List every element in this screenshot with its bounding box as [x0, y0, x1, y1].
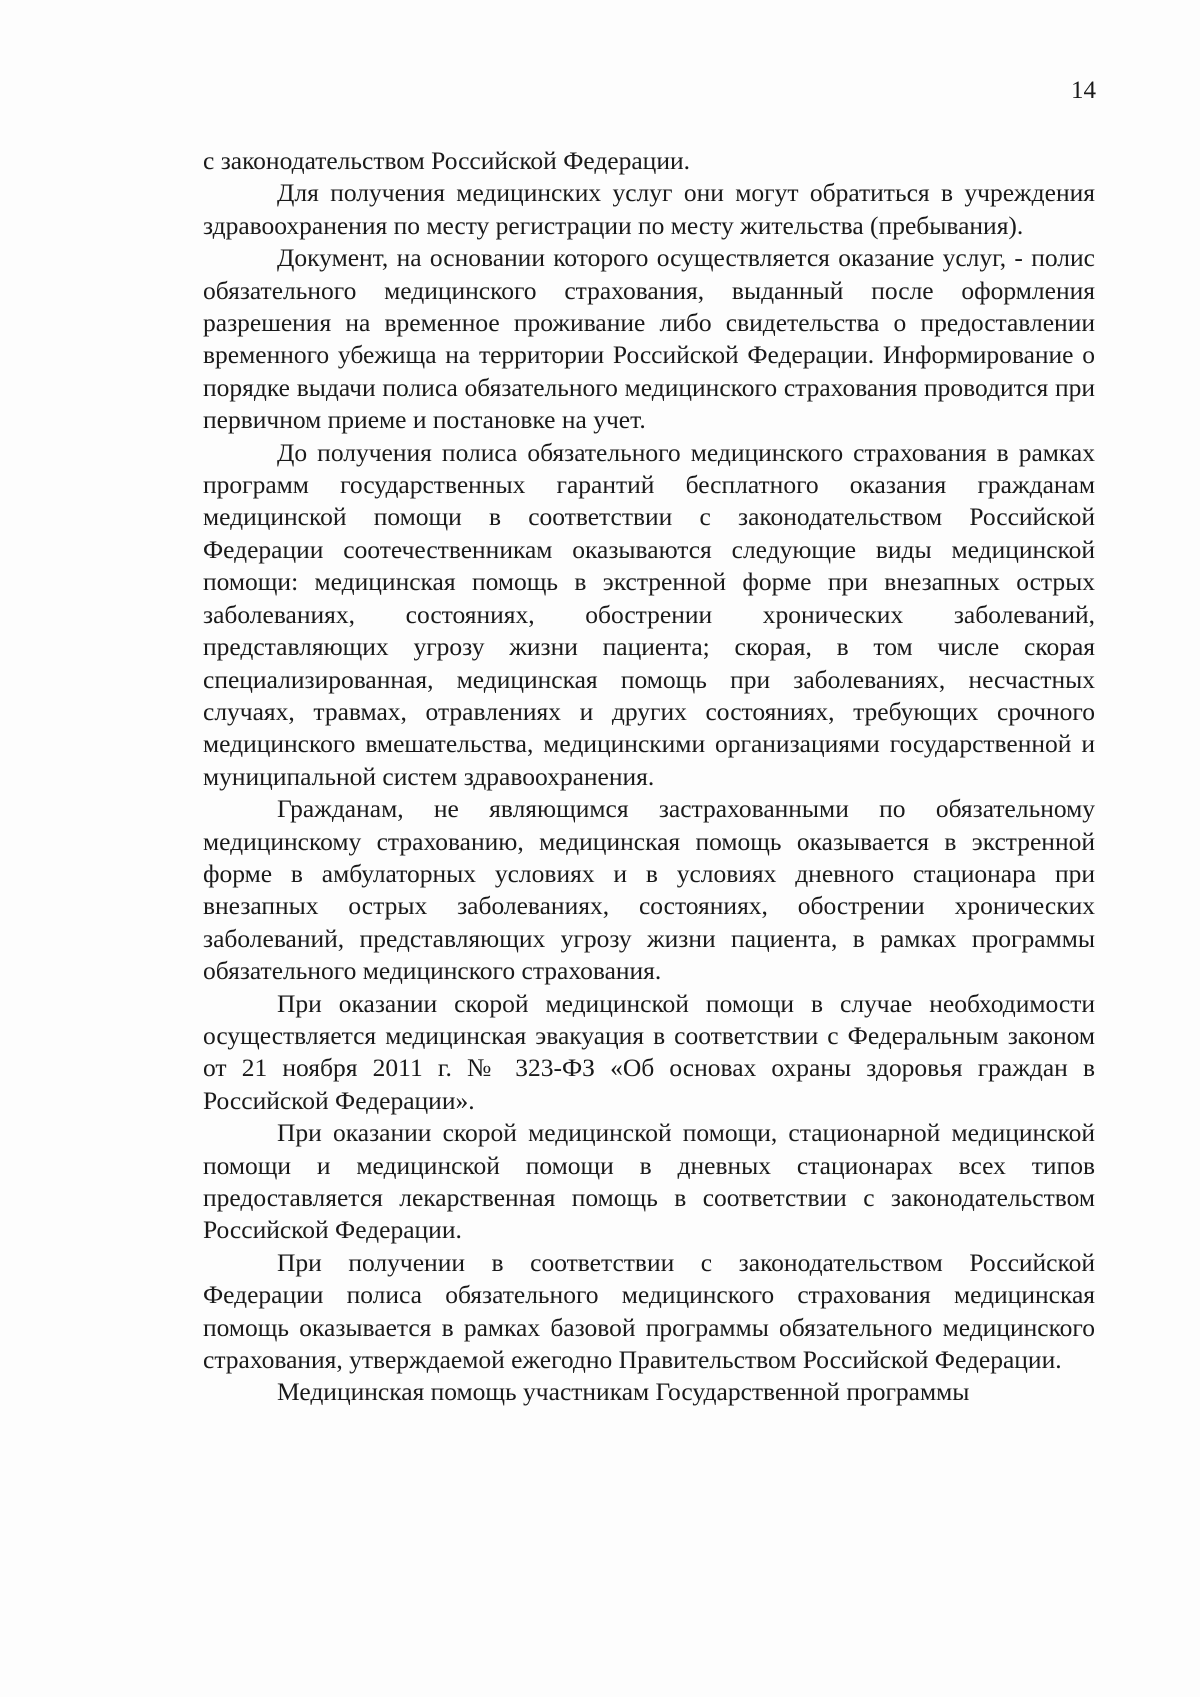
paragraph-registration: Для получения медицинских услуг они могут обратиться в учреждения здравоохранения по месту регистрации по месту жительства (пребывания).: [203, 178, 1095, 240]
paragraph-uninsured-citizens: Гражданам, не являющимся застрахованными по обязательному медицинскому страхованию, медицинская помощь оказывается в экстренной форме в амбулаторных условиях и в условиях дневного стационара при внезапных острых заболеваниях, состояниях, обострении хронических заболеваний, представляющих угрозу жизни пациента, в рамках программы обязательного медицинского страхования.: [203, 794, 1095, 986]
document-body: [203, 145, 1095, 1409]
paragraph-medical-evacuation: При оказании скорой медицинской помощи в случае необходимости осуществляется медицинская эвакуация в соответствии с Федеральным законом от 21 ноября 2011 г. № 323-ФЗ «Об основах охраны здоровья граждан в Российской Федерации».: [203, 988, 1095, 1115]
paragraph-basic-program: При получении в соответствии с законодательством Российской Федерации полиса обязательного медицинского страхования медицинская помощь оказывается в рамках базовой программы обязательного медицинского страхования, утверждаемой ежегодно Правительством Российской Федерации.: [203, 1247, 1095, 1375]
paragraph-drug-assistance: При оказании скорой медицинской помощи, стационарной медицинской помощи и медицинской помощи в дневных стационарах всех типов предоставляется лекарственная помощь в соответствии с законодательством Российской Федерации.: [203, 1118, 1095, 1245]
paragraph-insurance-document: Документ, на основании которого осуществляется оказание услуг, - полис обязательного медицинского страхования, выданный после оформления разрешения на временное проживание либо свидетельства о предоставлении временного убежища на территории Российской Федерации. Информирование о порядке выдачи полиса обязательного медицинского страхования проводится при первичном приеме и постановке на учет.: [203, 243, 1095, 435]
paragraph-before-policy: До получения полиса обязательного медицинского страхования в рамках программ государственных гарантий бесплатного оказания гражданам медицинской помощи в соответствии с законодательством Российской Федерации соотечественникам оказываются следующие виды медицинской помощи: медицинская помощь в экстренной форме при внезапных острых заболеваниях, состояниях, обострении хронических заболеваний, представляющих угрозу жизни пациента; скорая, в том числе скорая специализированная, медицинская помощь при заболеваниях, несчастных случаях, травмах, отравлениях и других состояниях, требующих срочного медицинского вмешательства, медицинскими организациями государственной и муниципальной систем здравоохранения.: [203, 437, 1095, 791]
page-number: 14: [1071, 77, 1096, 104]
paragraph-continuation: с законодательством Российской Федерации.: [203, 146, 690, 175]
paragraph-program-participants: Медицинская помощь участникам Государственной программы: [277, 1377, 970, 1407]
